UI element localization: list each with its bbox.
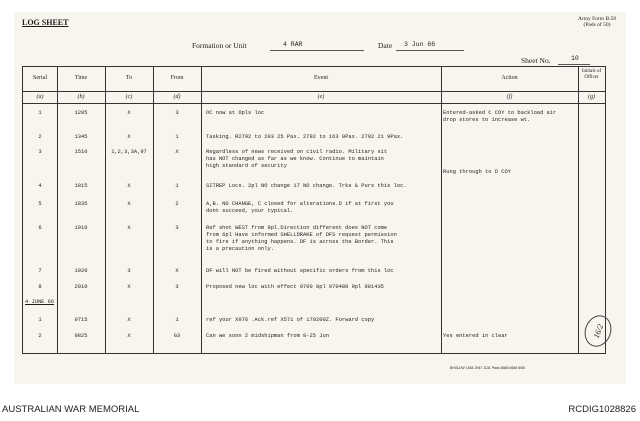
row-5-time: 1835: [74, 201, 88, 207]
row-1-from: 3: [175, 110, 179, 116]
row-9-serial: 1: [38, 317, 42, 323]
col-sub-g: (g): [588, 94, 595, 100]
sheet-underline: [558, 64, 590, 65]
row-10-to: X: [127, 333, 131, 339]
row-3-event-line-3: high standard of security: [206, 163, 287, 169]
row-3-to: 1,2,3,3A,97: [111, 149, 147, 155]
sheet-value: 10: [571, 55, 579, 62]
row-5-event-line-2: dont succeed, your typical.: [206, 208, 294, 214]
col-sub-b: (b): [77, 94, 85, 100]
row-7-serial: 7: [38, 268, 42, 274]
row-3-from: X: [175, 149, 179, 155]
row-2-time: 1345: [74, 134, 88, 140]
row-10-time: 0825: [74, 333, 88, 339]
log-sheet-title: LOG SHEET: [22, 18, 69, 27]
footer-institution: AUSTRALIAN WAR MEMORIAL: [2, 404, 140, 415]
army-form-pads: (Pads of 50): [583, 22, 611, 28]
row-1-serial: 1: [38, 110, 42, 116]
row-1-action-line-1: Entered-asked C COY to backload air: [443, 110, 557, 116]
col-head-time: Time: [74, 75, 88, 81]
row-4-from: 1: [175, 183, 179, 189]
formation-label: Formation or Unit: [192, 41, 247, 50]
row-10-action-line-1: Yes entered in clear: [443, 333, 508, 339]
col-head-action: Action: [501, 75, 518, 81]
row-4-to: X: [127, 183, 131, 189]
sheet-label: Sheet No.: [521, 56, 551, 65]
row-6-event-line-3: to fire if anything happens. DF is across the Border. This: [206, 239, 394, 245]
row-1-time: 1205: [74, 110, 88, 116]
row-4-event-line-1: SITREP Locs. 2pl NO change 17 NO change. Trks & Purs this loc.: [206, 183, 407, 189]
row-2-to: X: [127, 134, 131, 140]
log-table: [22, 66, 606, 354]
row-6-from: 3: [175, 225, 179, 231]
row-3-time: 1510: [74, 149, 88, 155]
col-sub-d: (d): [173, 94, 181, 100]
printer-imprint: BH011/W 1364 2947 1131 Pads 6666 6666 6/65: [450, 366, 525, 370]
col-sub-c: (c): [125, 94, 133, 100]
row-6-time: 1910: [74, 225, 88, 231]
row-2-from: 1: [175, 134, 179, 140]
handwritten-stamp: 16/2: [580, 312, 615, 351]
col-head-initials: Initials of Officer: [581, 69, 602, 80]
row-7-to: 3: [127, 268, 131, 274]
date-underline: [396, 50, 464, 51]
col-head-to: To: [125, 75, 133, 81]
row-8-from: 3: [175, 284, 179, 290]
row-5-serial: 5: [38, 201, 42, 207]
row-4-time: 1815: [74, 183, 88, 189]
footer-record-id: RCDIG1028826: [568, 404, 636, 415]
row-6-event-line-4: is a precaution only.: [206, 246, 274, 252]
row-5-to: X: [127, 201, 131, 207]
date-label: Date: [378, 41, 393, 50]
row-10-from: G3: [173, 333, 181, 339]
col-sub-e: (e): [317, 94, 325, 100]
row-9-event-line-1: ref your X976 .Ack.ref X571 of 170200Z. Forward copy: [206, 317, 375, 323]
row-6-to: X: [127, 225, 131, 231]
row-9-from: 1: [175, 317, 179, 323]
army-form-id: [578, 16, 616, 28]
col-head-event: Event: [314, 75, 328, 81]
row-7-time: 1920: [74, 268, 88, 274]
row-7-from: X: [175, 268, 179, 274]
col-head-from: From: [170, 75, 184, 81]
row-8-to: X: [127, 284, 131, 290]
row-10-event-line-1: Can we soon 2 midshipman from 8-25 Jun: [206, 333, 329, 339]
row-1-event-line-1: OC now at Opls loc: [206, 110, 265, 116]
col-sub-f: (f): [506, 94, 513, 100]
row-9-time: 0715: [74, 317, 88, 323]
row-1-to: X: [127, 110, 131, 116]
col-head-serial: Serial: [33, 75, 47, 81]
row-1-action-line-2: drop stores to increase wt.: [443, 117, 531, 123]
date-value: 3 Jun 66: [404, 41, 436, 48]
row-3-action-line-3: Rung through to D COY: [443, 169, 511, 175]
row-8-event-line-1: Proposed new loc with effect 0700 8pl 970480 9pl 981435: [206, 284, 384, 290]
row-7-event-line-1: DF will NOT be fired without specific orders from this loc: [206, 268, 394, 274]
formation-underline: [270, 50, 364, 51]
row-6-event-line-2: from 6pl Have informed SHELLDRAKE of DFS request permission: [206, 232, 397, 238]
row-4-serial: 4: [38, 183, 42, 189]
formation-value: 4 RAR: [283, 41, 303, 48]
row-2-event-line-1: Tasking. R2792 to 203 25 Pax. 2792 to 163 9Pax. 2792 21 9Pax.: [206, 134, 404, 140]
date-break: 4 JUNE 66: [25, 299, 55, 305]
row-9-to: X: [127, 317, 131, 323]
army-form-number: Army Form B.58: [577, 16, 616, 22]
row-3-event-line-1: Regardless of news received on civil radio. Military sit: [206, 149, 388, 155]
row-6-event-line-1: Ref shot WEST from 8pl.Direction different does NOT come: [206, 225, 388, 231]
col-sub-a: (a): [36, 94, 44, 100]
row-10-serial: 2: [38, 333, 42, 339]
row-6-serial: 6: [38, 225, 42, 231]
row-8-time: 2010: [74, 284, 88, 290]
row-2-serial: 2: [38, 134, 42, 140]
row-5-event-line-1: A,B. NO CHANGE, C closed for alterations.D if at first you: [206, 201, 394, 207]
row-3-serial: 3: [38, 149, 42, 155]
row-8-serial: 8: [38, 284, 42, 290]
row-5-from: 2: [175, 201, 179, 207]
row-3-event-line-2: has NOT changed as far as we know. Continue to maintain: [206, 156, 384, 162]
